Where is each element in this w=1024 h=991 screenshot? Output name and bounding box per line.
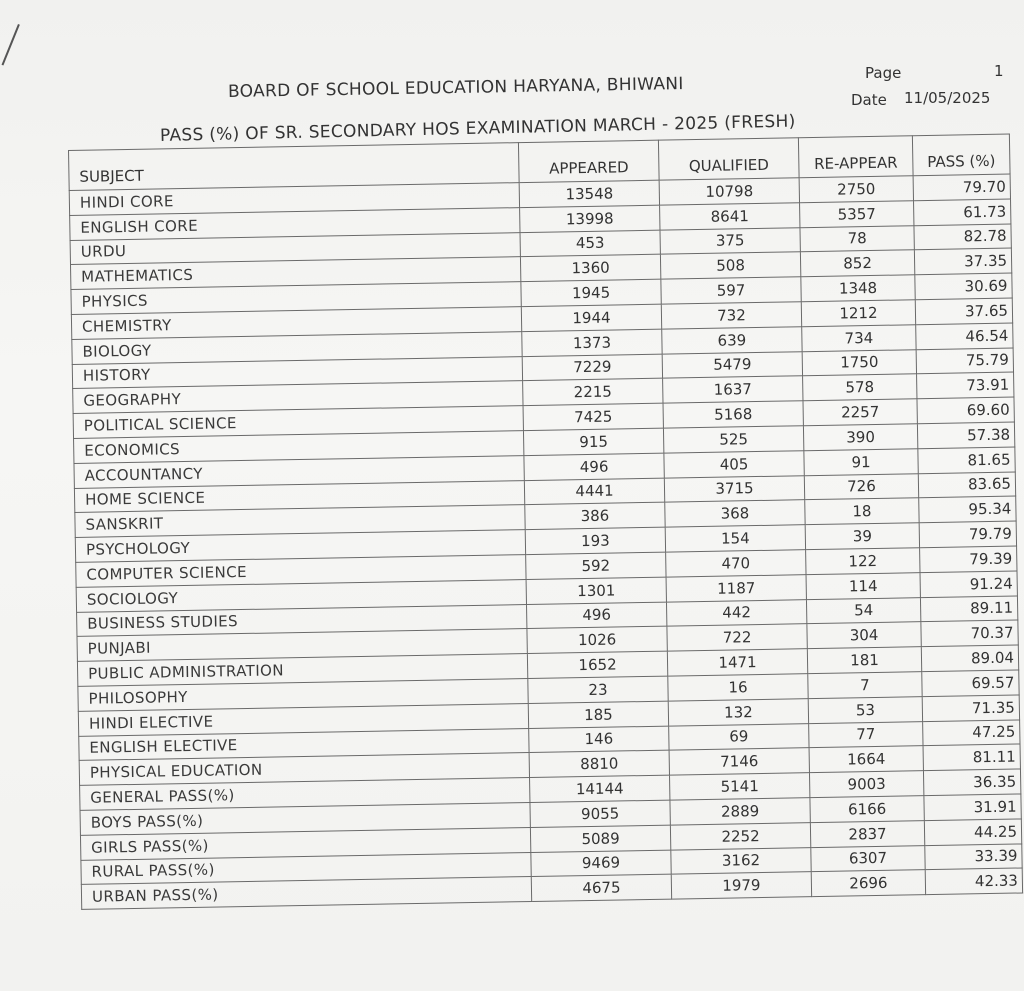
qualified-cell: 3715	[664, 475, 804, 502]
qualified-cell: 5141	[670, 773, 810, 800]
appeared-cell: 5089	[530, 825, 670, 852]
appeared-cell: 386	[525, 502, 665, 529]
qualified-cell: 7146	[669, 748, 809, 775]
subject-cell: PHYSICS	[71, 282, 521, 315]
pass-percent-cell: 61.73	[914, 199, 1011, 225]
appeared-cell: 1301	[526, 577, 666, 604]
qualified-cell: 8641	[660, 203, 800, 230]
re-appear-cell: 7	[808, 672, 922, 699]
appeared-cell: 13998	[520, 205, 660, 232]
re-appear-cell: 5357	[800, 201, 914, 228]
pass-percent-cell: 42.33	[925, 868, 1022, 894]
appeared-cell: 915	[523, 428, 663, 455]
appeared-cell: 496	[526, 602, 666, 629]
pass-percent-cell: 36.35	[923, 769, 1020, 795]
pass-percent-cell: 91.24	[920, 571, 1017, 597]
appeared-cell: 13548	[519, 180, 659, 207]
re-appear-cell: 77	[809, 721, 923, 748]
date-label: Date	[851, 91, 887, 109]
pass-percent-cell: 46.54	[916, 323, 1013, 349]
pass-percent-cell: 31.91	[924, 794, 1021, 820]
re-appear-cell: 78	[800, 225, 914, 252]
subject-cell: HOME SCIENCE	[74, 480, 524, 513]
subject-cell: PSYCHOLOGY	[75, 530, 525, 563]
pass-percent-cell: 30.69	[915, 273, 1012, 299]
qualified-cell: 1637	[663, 376, 803, 403]
pass-percent-cell: 79.39	[920, 546, 1017, 572]
appeared-cell: 1944	[521, 304, 661, 331]
pass-percent-cell: 69.60	[917, 397, 1014, 423]
re-appear-cell: 54	[806, 597, 920, 624]
subject-cell: BOYS PASS(%)	[80, 802, 530, 835]
re-appear-cell: 2257	[803, 399, 917, 426]
re-appear-cell: 6166	[810, 796, 924, 823]
qualified-cell: 5479	[662, 351, 802, 378]
re-appear-cell: 2750	[799, 176, 913, 203]
pass-percent-cell: 37.35	[914, 248, 1011, 274]
column-header-appeared: APPEARED	[518, 140, 659, 182]
appeared-cell: 1945	[521, 279, 661, 306]
subject-cell: COMPUTER SCIENCE	[76, 555, 526, 588]
appeared-cell: 146	[529, 726, 669, 753]
qualified-cell: 16	[668, 674, 808, 701]
appeared-cell: 8810	[529, 750, 669, 777]
re-appear-cell: 1212	[801, 300, 915, 327]
board-title: BOARD OF SCHOOL EDUCATION HARYANA, BHIWANI	[227, 74, 684, 102]
qualified-cell: 722	[667, 624, 807, 651]
subject-cell: RURAL PASS(%)	[81, 852, 531, 885]
qualified-cell: 2252	[670, 822, 810, 849]
qualified-cell: 508	[660, 252, 800, 279]
subject-cell: HINDI ELECTIVE	[78, 703, 528, 736]
appeared-cell: 4441	[524, 478, 664, 505]
re-appear-cell: 91	[804, 448, 918, 475]
re-appear-cell: 578	[803, 374, 917, 401]
pass-percent-cell: 89.04	[921, 645, 1018, 671]
qualified-cell: 470	[666, 550, 806, 577]
pass-percent-cell: 69.57	[922, 670, 1019, 696]
page-number: 1	[994, 62, 1004, 80]
column-header-pass-percent: PASS (%)	[912, 134, 1010, 176]
qualified-cell: 10798	[659, 178, 799, 205]
pass-percent-cell: 82.78	[914, 224, 1011, 250]
re-appear-cell: 304	[807, 622, 921, 649]
table-body	[69, 174, 1022, 909]
re-appear-cell: 1348	[801, 275, 915, 302]
subject-cell: PUNJABI	[77, 629, 527, 662]
page-label: Page	[865, 64, 902, 82]
appeared-cell: 592	[526, 552, 666, 579]
appeared-cell: 1652	[527, 651, 667, 678]
qualified-cell: 1979	[671, 872, 811, 899]
pass-percent-cell: 73.91	[917, 372, 1014, 398]
appeared-cell: 2215	[523, 379, 663, 406]
subject-cell: ENGLISH ELECTIVE	[79, 728, 529, 761]
results-table-wrapper	[68, 134, 1023, 910]
re-appear-cell: 1750	[802, 349, 916, 376]
results-table	[68, 134, 1023, 910]
appeared-cell: 4675	[531, 874, 671, 901]
subject-cell: BIOLOGY	[72, 331, 522, 364]
subject-cell: HISTORY	[72, 356, 522, 389]
column-header-qualified: QUALIFIED	[658, 138, 799, 180]
qualified-cell: 2889	[670, 798, 810, 825]
subject-cell: URBAN PASS(%)	[81, 877, 531, 910]
re-appear-cell: 2696	[811, 870, 925, 897]
re-appear-cell: 390	[803, 424, 917, 451]
qualified-cell: 368	[665, 500, 805, 527]
qualified-cell: 525	[663, 426, 803, 453]
pass-percent-cell: 81.65	[918, 447, 1015, 473]
qualified-cell: 442	[666, 599, 806, 626]
appeared-cell: 23	[528, 676, 668, 703]
pass-percent-cell: 83.65	[918, 472, 1015, 498]
subject-cell: PUBLIC ADMINISTRATION	[77, 654, 527, 687]
qualified-cell: 405	[664, 450, 804, 477]
qualified-cell: 375	[660, 227, 800, 254]
re-appear-cell: 9003	[809, 771, 923, 798]
pass-percent-cell: 89.11	[920, 596, 1017, 622]
qualified-cell: 154	[665, 525, 805, 552]
report-title: PASS (%) OF SR. SECONDARY HOS EXAMINATION MARCH - 2025 (FRESH)	[159, 111, 796, 146]
qualified-cell: 732	[661, 302, 801, 329]
pass-percent-cell: 47.25	[923, 720, 1020, 746]
qualified-cell: 69	[669, 723, 809, 750]
subject-cell: ECONOMICS	[74, 431, 524, 464]
appeared-cell: 14144	[530, 775, 670, 802]
qualified-cell: 1471	[667, 649, 807, 676]
appeared-cell: 9055	[530, 800, 670, 827]
subject-cell: BUSINESS STUDIES	[77, 604, 527, 637]
appeared-cell: 1373	[522, 329, 662, 356]
appeared-cell: 453	[520, 230, 660, 257]
pass-percent-cell: 44.25	[924, 819, 1021, 845]
re-appear-cell: 734	[802, 325, 916, 352]
qualified-cell: 639	[662, 327, 802, 354]
appeared-cell: 7229	[522, 354, 662, 381]
re-appear-cell: 122	[806, 548, 920, 575]
pass-percent-cell: 57.38	[917, 422, 1014, 448]
re-appear-cell: 6307	[811, 845, 925, 872]
subject-cell: HINDI CORE	[69, 183, 519, 216]
subject-cell: SOCIOLOGY	[76, 579, 526, 612]
pass-percent-cell: 79.79	[919, 521, 1016, 547]
re-appear-cell: 53	[808, 696, 922, 723]
re-appear-cell: 2837	[810, 820, 924, 847]
re-appear-cell: 18	[805, 498, 919, 525]
appeared-cell: 7425	[523, 403, 663, 430]
subject-cell: CHEMISTRY	[71, 307, 521, 340]
re-appear-cell: 1664	[809, 746, 923, 773]
subject-cell: PHYSICAL EDUCATION	[79, 753, 529, 786]
appeared-cell: 1026	[527, 626, 667, 653]
pass-percent-cell: 79.70	[913, 174, 1010, 200]
qualified-cell: 597	[661, 277, 801, 304]
qualified-cell: 5168	[663, 401, 803, 428]
subject-cell: MATHEMATICS	[71, 257, 521, 290]
re-appear-cell: 39	[805, 523, 919, 550]
subject-cell: URDU	[70, 232, 520, 265]
subject-cell: GIRLS PASS(%)	[80, 827, 530, 860]
subject-cell: GEOGRAPHY	[73, 381, 523, 414]
pass-percent-cell: 81.11	[923, 744, 1020, 770]
re-appear-cell: 726	[804, 473, 918, 500]
pass-percent-cell: 75.79	[916, 348, 1013, 374]
pass-percent-cell: 70.37	[921, 620, 1018, 646]
pass-percent-cell: 71.35	[922, 695, 1019, 721]
re-appear-cell: 181	[807, 647, 921, 674]
appeared-cell: 496	[524, 453, 664, 480]
appeared-cell: 193	[525, 527, 665, 554]
column-header-subject: SUBJECT	[69, 143, 520, 191]
re-appear-cell: 852	[800, 250, 914, 277]
qualified-cell: 3162	[671, 847, 811, 874]
appeared-cell: 185	[528, 701, 668, 728]
pass-percent-cell: 95.34	[919, 496, 1016, 522]
subject-cell: ENGLISH CORE	[70, 207, 520, 240]
appeared-cell: 1360	[520, 255, 660, 282]
subject-cell: ACCOUNTANCY	[74, 455, 524, 488]
qualified-cell: 1187	[666, 574, 806, 601]
column-header-re-appear: RE-APPEAR	[798, 136, 913, 178]
pass-percent-cell: 37.65	[915, 298, 1012, 324]
pen-mark	[2, 24, 20, 66]
appeared-cell: 9469	[531, 850, 671, 877]
subject-cell: SANSKRIT	[75, 505, 525, 538]
pass-percent-cell: 33.39	[925, 843, 1022, 869]
subject-cell: POLITICAL SCIENCE	[73, 406, 523, 439]
re-appear-cell: 114	[806, 572, 920, 599]
qualified-cell: 132	[668, 698, 808, 725]
subject-cell: GENERAL PASS(%)	[80, 778, 530, 811]
subject-cell: PHILOSOPHY	[78, 678, 528, 711]
date-value: 11/05/2025	[904, 89, 991, 107]
